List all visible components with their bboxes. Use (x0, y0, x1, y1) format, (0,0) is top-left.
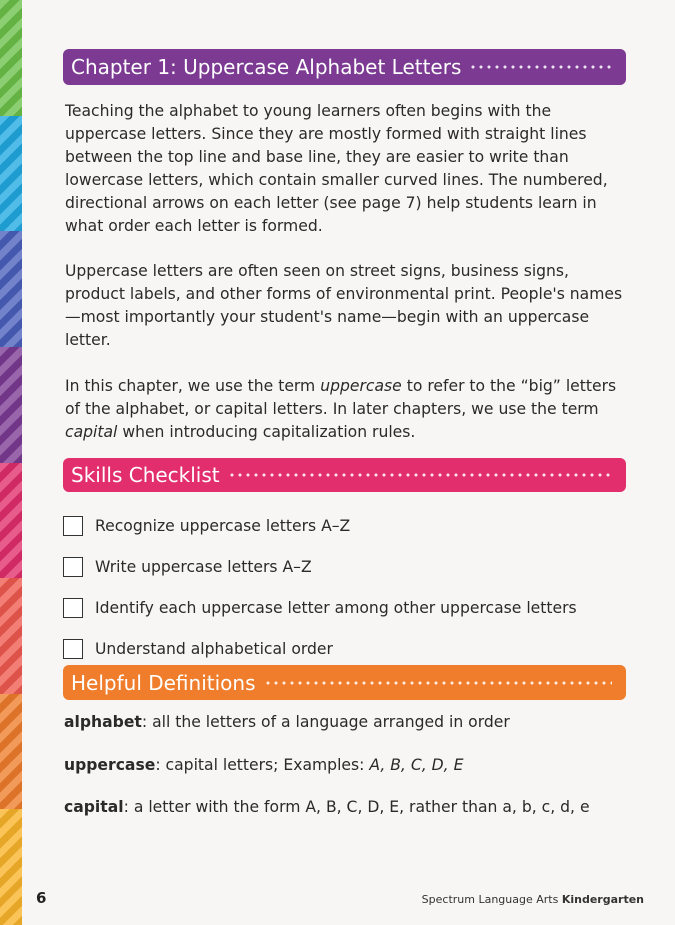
definition-separator: : (155, 756, 166, 774)
definition-alphabet (64, 713, 634, 731)
definition-capital (64, 798, 634, 816)
dotted-leader (264, 681, 613, 685)
edge-band (0, 116, 22, 232)
decorative-edge-strip (0, 0, 22, 925)
dotted-leader (469, 65, 612, 69)
checklist-item (63, 628, 633, 669)
checklist-item-label: Recognize uppercase letters A–Z (95, 516, 351, 535)
definition-text: capital letters; Examples: (165, 756, 370, 774)
edge-band (0, 809, 22, 925)
intro-paragraph-2: Uppercase letters are often seen on street signs, business signs, product labels, and other forms of environmental print. People's names—most importantly your student's name—begin with an uppercase letter. (65, 262, 623, 349)
edge-band (0, 694, 22, 810)
checkbox[interactable] (63, 516, 83, 536)
para3-term-uppercase: uppercase (320, 377, 402, 395)
helpful-definitions-header (63, 665, 626, 700)
para3-term-capital: capital (65, 423, 118, 441)
checklist-item (63, 505, 633, 546)
para3-text-2: to refer to the “big” letters of the alphabet, or capital letters. In later chapters, we use the term (65, 377, 617, 418)
skills-checklist (63, 505, 633, 669)
para3-text-1: In this chapter, we use the term (65, 377, 321, 395)
checklist-item (63, 546, 633, 587)
definition-separator: : (141, 713, 153, 731)
definition-example: A, B, C, D, E (369, 756, 464, 774)
definition-text: all the letters of a language arranged in order (152, 713, 510, 731)
page-number: 6 (36, 889, 47, 907)
skills-checklist-header (63, 458, 626, 492)
edge-band (0, 578, 22, 694)
intro-paragraph-1: Teaching the alphabet to young learners often begins with the uppercase letters. Since they are mostly formed with straight lines between the top line and base line, they are easier to write than lowercase letters, which contain smaller curved lines. The numbered, directional arrows on each letter (see page 7) help students learn in what order each letter is formed. (65, 102, 608, 235)
book-footer (422, 893, 644, 906)
checkbox[interactable] (63, 598, 83, 618)
checkbox[interactable] (63, 639, 83, 659)
book-title: Spectrum Language Arts (421, 893, 562, 906)
book-grade: Kindergarten (561, 893, 644, 906)
checklist-item (63, 587, 633, 628)
intro-paragraph-3 (65, 375, 625, 444)
definition-term: alphabet (64, 713, 142, 731)
edge-band (0, 347, 22, 463)
checklist-item-label: Write uppercase letters A–Z (95, 557, 312, 576)
dotted-leader (228, 473, 612, 477)
chapter-header (63, 49, 626, 85)
edge-band (0, 0, 22, 116)
checkbox[interactable] (63, 557, 83, 577)
edge-band (0, 463, 22, 579)
chapter-title: Chapter 1: Uppercase Alphabet Letters (71, 55, 462, 79)
definition-term: capital (64, 798, 124, 816)
helpful-definitions-title: Helpful Definitions (71, 670, 256, 695)
edge-band (0, 231, 22, 347)
checklist-item-label: Understand alphabetical order (95, 639, 333, 658)
definition-term: uppercase (64, 756, 156, 774)
definition-text: a letter with the form A, B, C, D, E, rather than a, b, c, d, e (133, 798, 590, 816)
skills-checklist-title: Skills Checklist (71, 463, 220, 487)
para3-text-3: when introducing capitalization rules. (117, 423, 416, 441)
definition-uppercase (64, 756, 634, 774)
checklist-item-label: Identify each uppercase letter among other uppercase letters (95, 598, 577, 617)
definition-separator: : (123, 798, 134, 816)
